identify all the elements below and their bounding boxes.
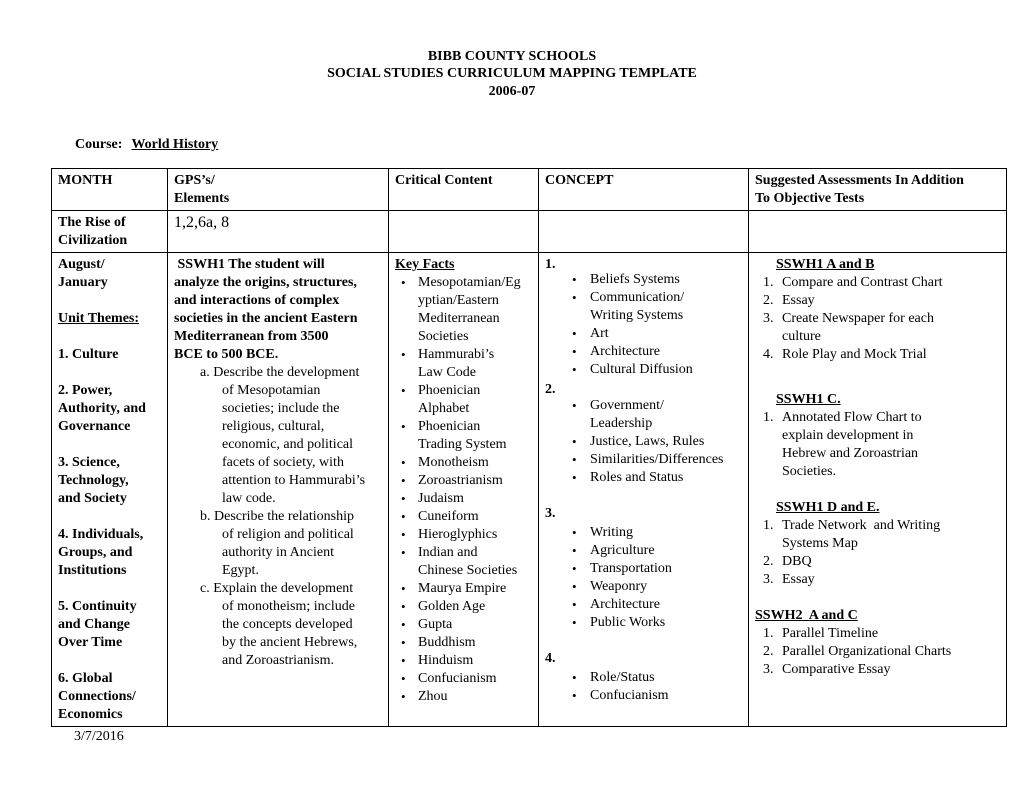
table-header-row bbox=[52, 169, 1007, 211]
theme-item: 5. Continuity bbox=[58, 599, 137, 614]
element-c: by the ancient Hebrews, bbox=[222, 635, 358, 650]
concept-item: • Transportation bbox=[545, 560, 743, 578]
unit-title bbox=[52, 211, 168, 253]
concept-list bbox=[545, 271, 743, 379]
assessment-item: 1. Compare and Contrast Chart bbox=[763, 275, 943, 290]
assessment-heading: SSWH1 A and B bbox=[776, 257, 875, 272]
unit-title-line2: Civilization bbox=[58, 233, 128, 248]
key-fact-item: • Zhou bbox=[395, 688, 533, 706]
month-text: August/ bbox=[58, 257, 105, 272]
assessment-list bbox=[755, 274, 1001, 364]
assessment-item: 2. Parallel Organizational Charts bbox=[763, 644, 952, 659]
footer-date: 3/7/2016 bbox=[74, 729, 124, 744]
empty-cell bbox=[539, 211, 749, 253]
course-label: Course: bbox=[75, 137, 123, 152]
assessment-item: 1. Parallel Timeline bbox=[763, 626, 879, 641]
concept-item: • Writing bbox=[545, 524, 743, 542]
key-fact-item: • Zoroastrianism bbox=[395, 472, 533, 490]
standard-text: societies in the ancient Eastern bbox=[174, 311, 358, 326]
key-fact-item: • Hammurabi’s Law Code bbox=[395, 346, 533, 382]
element-b: b. Describe the relationship bbox=[200, 509, 354, 524]
concept-list bbox=[545, 397, 743, 487]
concept-item: • Cultural Diffusion bbox=[545, 361, 743, 379]
header-month: MONTH bbox=[52, 169, 168, 211]
key-fact-item: • Confucianism bbox=[395, 670, 533, 688]
concept-item: • Architecture bbox=[545, 596, 743, 614]
concept-item: • Architecture bbox=[545, 343, 743, 361]
assessment-item: 1. Trade Network and Writing Systems Map bbox=[763, 518, 941, 551]
assessment-item: 3. Create Newspaper for each culture bbox=[763, 311, 934, 344]
key-fact-item: • Judaism bbox=[395, 490, 533, 508]
theme-item: 4. Individuals, bbox=[58, 527, 144, 542]
school-title: BIBB COUNTY SCHOOLS bbox=[427, 49, 597, 64]
assessment-item: 1. Annotated Flow Chart to explain development in Hebrew and Zoroastrian Societies. bbox=[763, 410, 922, 479]
unit-themes-label: Unit Themes: bbox=[58, 311, 140, 326]
key-fact-item: • Indian and Chinese Societies bbox=[395, 544, 533, 580]
key-fact-item: • Phoenician Alphabet bbox=[395, 382, 533, 418]
concept-item: • Public Works bbox=[545, 614, 743, 632]
concept-item: • Roles and Status bbox=[545, 469, 743, 487]
key-fact-item: • Gupta bbox=[395, 616, 533, 634]
standard-text: SSWH1 The student will bbox=[174, 257, 325, 272]
concept-item: • Beliefs Systems bbox=[545, 271, 743, 289]
key-fact-item: • Phoenician Trading System bbox=[395, 418, 533, 454]
key-fact-item: • Hieroglyphics bbox=[395, 526, 533, 544]
template-title: SOCIAL STUDIES CURRICULUM MAPPING TEMPLATE bbox=[327, 66, 697, 81]
concept-item: • Communication/ Writing Systems bbox=[545, 289, 743, 325]
assessment-item: 4. Role Play and Mock Trial bbox=[763, 347, 927, 362]
concept-list bbox=[545, 669, 743, 705]
course-value: World History bbox=[131, 137, 219, 152]
key-fact-item: • Mesopotamian/Eg yptian/Eastern Mediterranean Societies bbox=[395, 274, 533, 346]
key-fact-item: • Hinduism bbox=[395, 652, 533, 670]
assessment-item: 3. Essay bbox=[763, 572, 815, 587]
gps-standard-cell bbox=[168, 253, 389, 727]
key-fact-item: • Maurya Empire bbox=[395, 580, 533, 598]
element-b: Egypt. bbox=[222, 563, 259, 578]
theme-item: 6. Global bbox=[58, 671, 113, 686]
element-a: a. Describe the development bbox=[200, 365, 360, 380]
concept-number: 4. bbox=[545, 651, 556, 666]
assessment-heading: SSWH1 D and E. bbox=[776, 500, 880, 515]
concept-cell bbox=[539, 253, 749, 727]
theme-item: 1. Culture bbox=[58, 347, 119, 362]
element-a: religious, cultural, bbox=[222, 419, 325, 434]
empty-cell bbox=[389, 211, 539, 253]
key-fact-item: • Buddhism bbox=[395, 634, 533, 652]
concept-item: • Agriculture bbox=[545, 542, 743, 560]
header-concept: CONCEPT bbox=[539, 169, 749, 211]
standard-text: and interactions of complex bbox=[174, 293, 340, 308]
theme-item: Connections/ bbox=[58, 689, 136, 704]
table-row bbox=[52, 253, 1007, 727]
element-a: societies; include the bbox=[222, 401, 340, 416]
assessment-item: 3. Comparative Essay bbox=[763, 662, 891, 677]
assessment-list bbox=[755, 517, 1001, 589]
curriculum-table bbox=[51, 168, 1007, 727]
element-b: of religion and political bbox=[222, 527, 354, 542]
header-assessments-line2: To Objective Tests bbox=[755, 191, 865, 206]
header-assessments-line1: Suggested Assessments In Addition bbox=[755, 173, 964, 188]
table-row bbox=[52, 211, 1007, 253]
month-text: January bbox=[58, 275, 108, 290]
concept-item: • Role/Status bbox=[545, 669, 743, 687]
school-year: 2006-07 bbox=[488, 84, 536, 99]
concept-item: • Art bbox=[545, 325, 743, 343]
assessment-heading: SSWH2 A and C bbox=[755, 608, 858, 623]
theme-item: Institutions bbox=[58, 563, 127, 578]
standard-text: analyze the origins, structures, bbox=[174, 275, 357, 290]
assessment-item: 2. DBQ bbox=[763, 554, 812, 569]
element-c: the concepts developed bbox=[222, 617, 353, 632]
theme-item: 3. Science, bbox=[58, 455, 120, 470]
theme-item: Authority, and bbox=[58, 401, 146, 416]
concept-number: 3. bbox=[545, 506, 556, 521]
key-facts-list bbox=[395, 274, 533, 706]
concept-item: • Justice, Laws, Rules bbox=[545, 433, 743, 451]
key-fact-item: • Golden Age bbox=[395, 598, 533, 616]
element-b: authority in Ancient bbox=[222, 545, 334, 560]
assessment-list bbox=[755, 625, 1001, 679]
element-a: of Mesopotamian bbox=[222, 383, 321, 398]
month-cell bbox=[52, 253, 168, 727]
concept-item: • Confucianism bbox=[545, 687, 743, 705]
concept-list bbox=[545, 524, 743, 632]
theme-item: Groups, and bbox=[58, 545, 133, 560]
concept-item: • Similarities/Differences bbox=[545, 451, 743, 469]
element-a: attention to Hammurabi’s bbox=[222, 473, 366, 488]
gps-elements: 1,2,6a, 8 bbox=[168, 211, 389, 253]
critical-content-cell bbox=[389, 253, 539, 727]
header-gps bbox=[168, 169, 389, 211]
assessment-item: 2. Essay bbox=[763, 293, 815, 308]
course-line bbox=[75, 137, 218, 153]
header-gps-line1: GPS’s/ bbox=[174, 173, 215, 188]
concept-number: 2. bbox=[545, 382, 556, 397]
header-assessments bbox=[749, 169, 1007, 211]
standard-text: BCE to 500 BCE. bbox=[174, 347, 279, 362]
theme-item: 2. Power, bbox=[58, 383, 113, 398]
theme-item: and Society bbox=[58, 491, 127, 506]
key-fact-item: • Monotheism bbox=[395, 454, 533, 472]
element-c: of monotheism; include bbox=[222, 599, 355, 614]
theme-item: Over Time bbox=[58, 635, 123, 650]
theme-item: and Change bbox=[58, 617, 130, 632]
standard-text: Mediterranean from 3500 bbox=[174, 329, 329, 344]
element-c: and Zoroastrianism. bbox=[222, 653, 334, 668]
element-c: c. Explain the development bbox=[200, 581, 354, 596]
key-facts-title: Key Facts bbox=[395, 257, 455, 272]
theme-item: Technology, bbox=[58, 473, 129, 488]
concept-number: 1. bbox=[545, 257, 556, 272]
element-a: economic, and political bbox=[222, 437, 354, 452]
theme-item: Governance bbox=[58, 419, 131, 434]
unit-title-line1: The Rise of bbox=[58, 215, 126, 230]
element-a: facets of society, with bbox=[222, 455, 344, 470]
header-critical-content: Critical Content bbox=[389, 169, 539, 211]
theme-item: Economics bbox=[58, 707, 123, 722]
element-a: law code. bbox=[222, 491, 276, 506]
assessments-cell bbox=[749, 253, 1007, 727]
assessment-list bbox=[755, 409, 1001, 481]
concept-item: • Weaponry bbox=[545, 578, 743, 596]
concept-item: • Government/ Leadership bbox=[545, 397, 743, 433]
header-gps-line2: Elements bbox=[174, 191, 230, 206]
assessment-heading: SSWH1 C. bbox=[776, 392, 841, 407]
key-fact-item: • Cuneiform bbox=[395, 508, 533, 526]
empty-cell bbox=[749, 211, 1007, 253]
